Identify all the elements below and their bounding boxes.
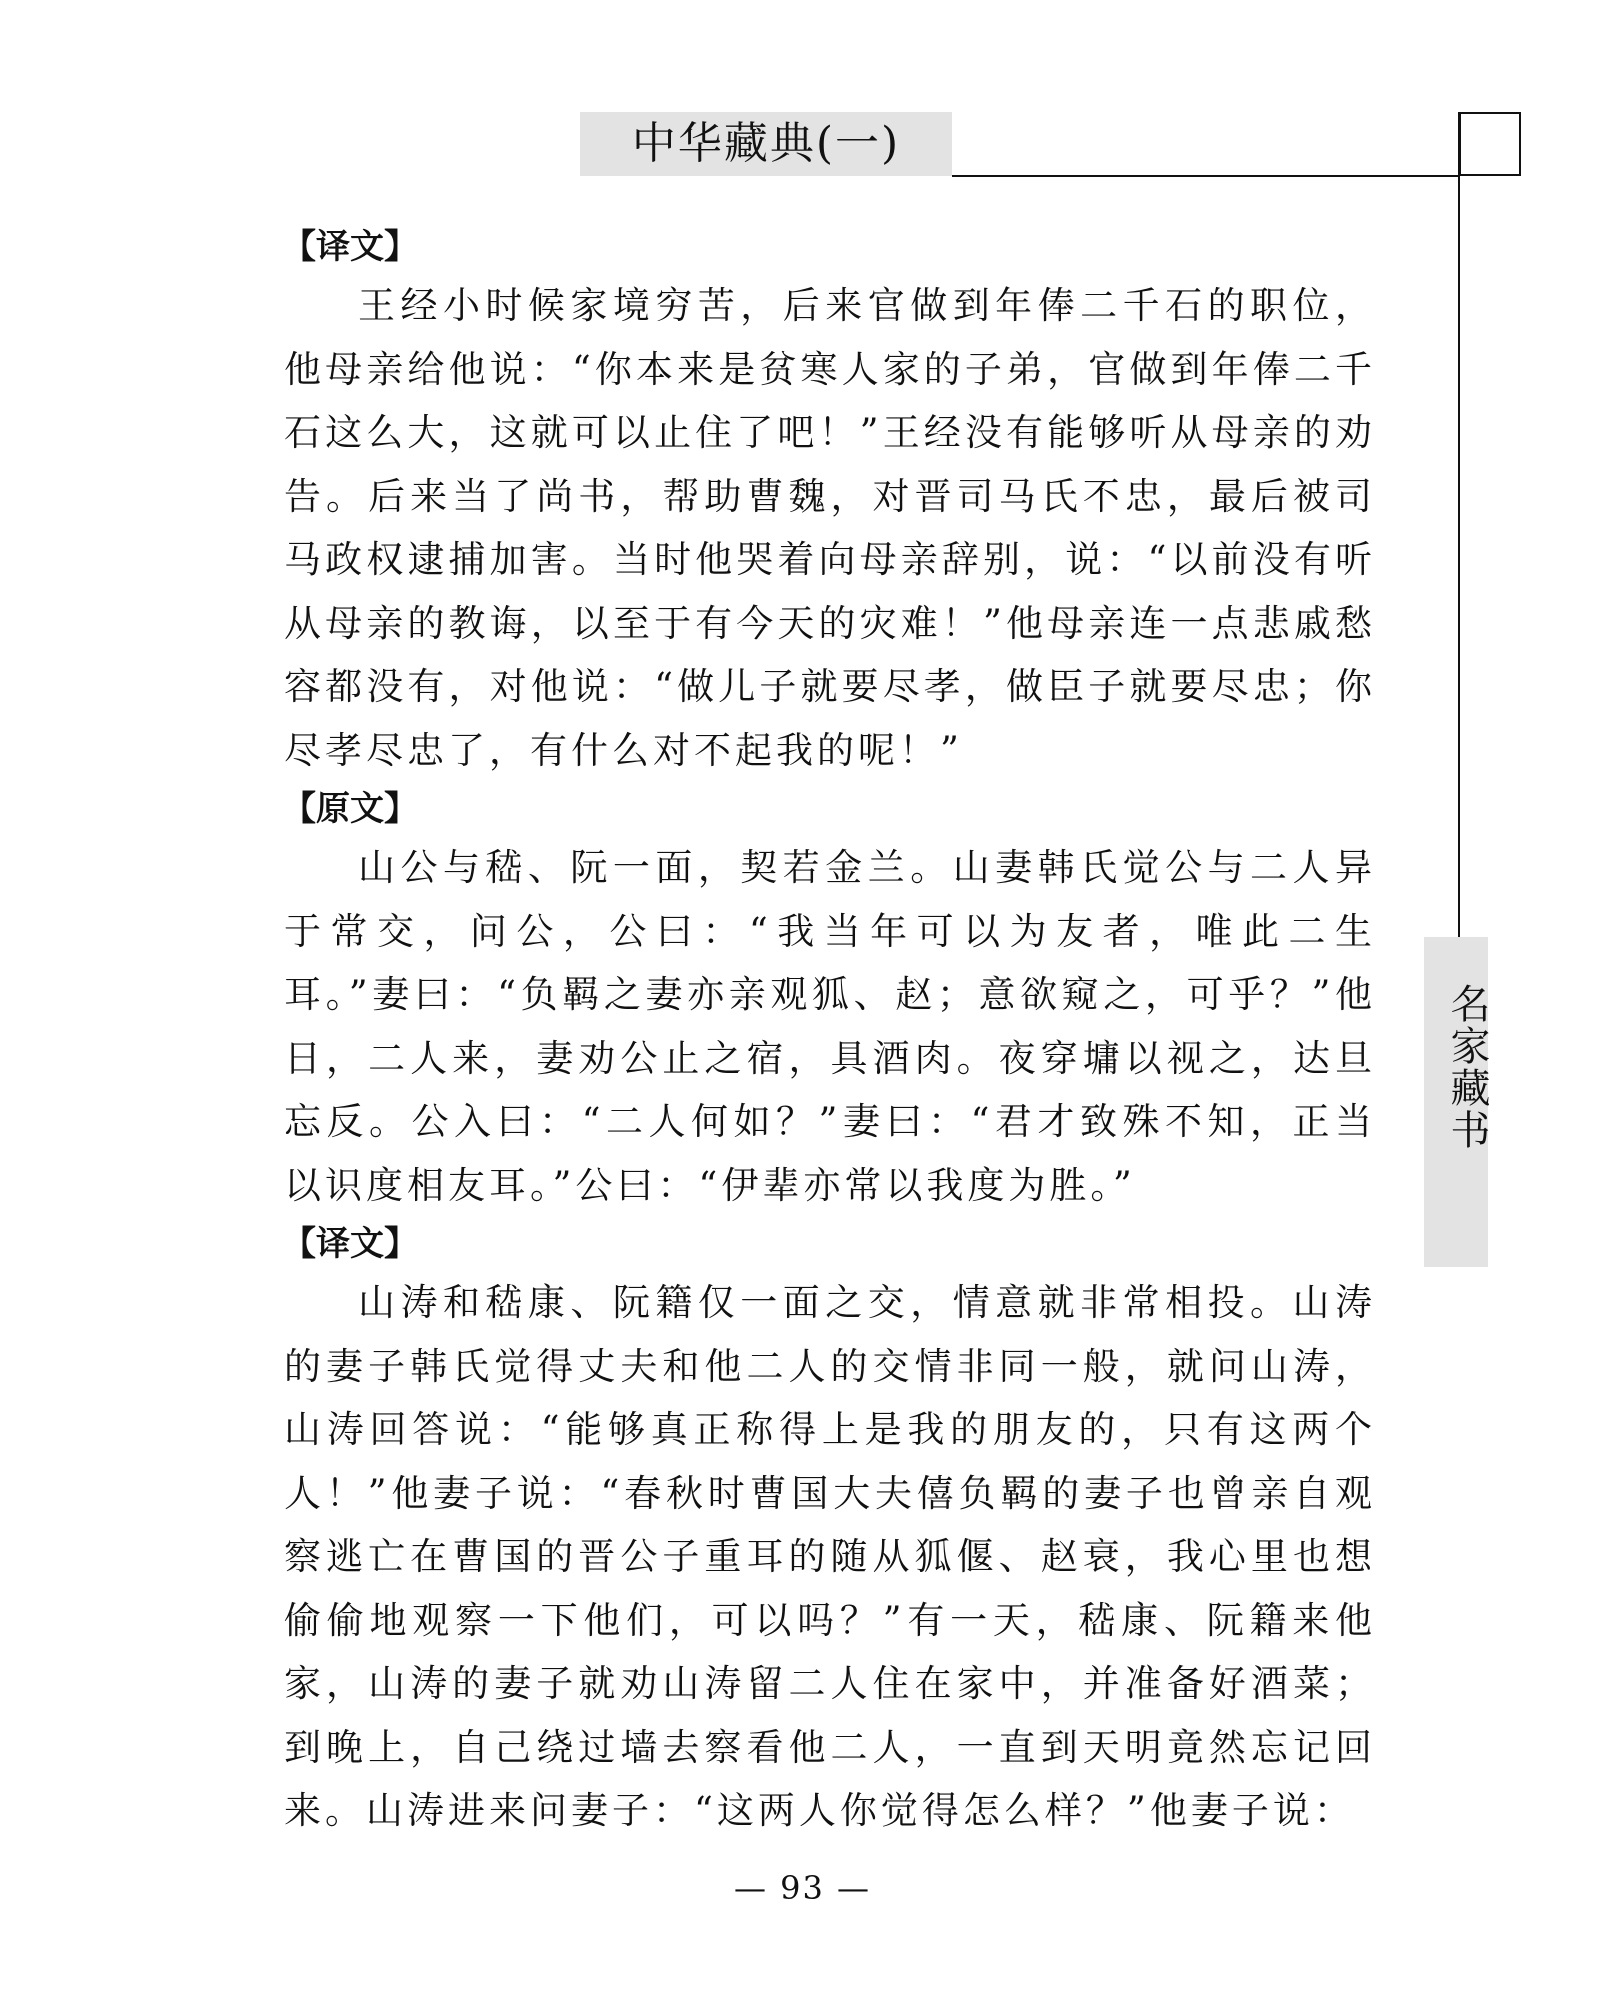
page-body [284,220,1376,1843]
translation-paragraph-1: 王经小时候家境穷苦，后来官做到年俸二千石的职位，他母亲给他说：“你本来是贫寒人家的子弟，官做到年俸二千石这么大，这就可以止住了吧！”王经没有能够听从母亲的劝告。后来当了尚书，帮助曹魏，对晋司马氏不忠，最后被司马政权逮捕加害。当时他哭着向母亲辞别，说：“以前没有听从母亲的教诲，以至于有今天的灾难！”他母亲连一点悲戚愁容都没有，对他说：“做儿子就要尽孝，做臣子就要尽忠；你尽孝尽忠了，有什么对不起我的呢！” [284,284,1376,772]
page-number: — 93 — [733,1869,872,1907]
side-tab [1424,937,1488,1267]
section-heading-original: 【原文】 [282,789,418,829]
original-text-paragraph: 山公与嵇、阮一面，契若金兰。山妻韩氏觉公与二人异于常交，问公，公曰：“我当年可以为友者，唯此二生耳。”妻曰：“负羁之妻亦亲观狐、赵；意欲窥之，可乎？”他日，二人来，妻劝公止之宿，具酒肉。夜穿墉以视之，达旦忘反。公入曰：“二人何如？”妻曰：“君才致殊不知，正当以识度相友耳。”公曰：“伊辈亦常以我度为胜。” [284,846,1376,1207]
side-tab-label: 名家藏书 [1444,983,1490,1151]
section-heading-translation-1: 【译文】 [282,227,418,267]
translation-paragraph-2: 山涛和嵇康、阮籍仅一面之交，情意就非常相投。山涛的妻子韩氏觉得丈夫和他二人的交情非同一般，就问山涛，山涛回答说：“能够真正称得上是我的朋友的，只有这两个人！”他妻子说：“春秋时曹国大夫僖负羁的妻子也曾亲自观察逃亡在曹国的晋公子重耳的随从狐偃、赵衰，我心里也想偷偷地观察一下他们，可以吗？”有一天，嵇康、阮籍来他家，山涛的妻子就劝山涛留二人住在家中，并准备好酒菜；到晚上，自己绕过墙去察看他二人，一直到天明竟然忘记回来。山涛进来问妻子：“这两人你觉得怎么样？”他妻子说： [284,1281,1376,1832]
running-header-title: 中华藏典(一) [580,112,952,176]
corner-box-ornament [1459,112,1521,176]
side-rule [1458,112,1460,937]
section-heading-translation-2: 【译文】 [282,1224,418,1264]
header-rule [952,175,1459,177]
